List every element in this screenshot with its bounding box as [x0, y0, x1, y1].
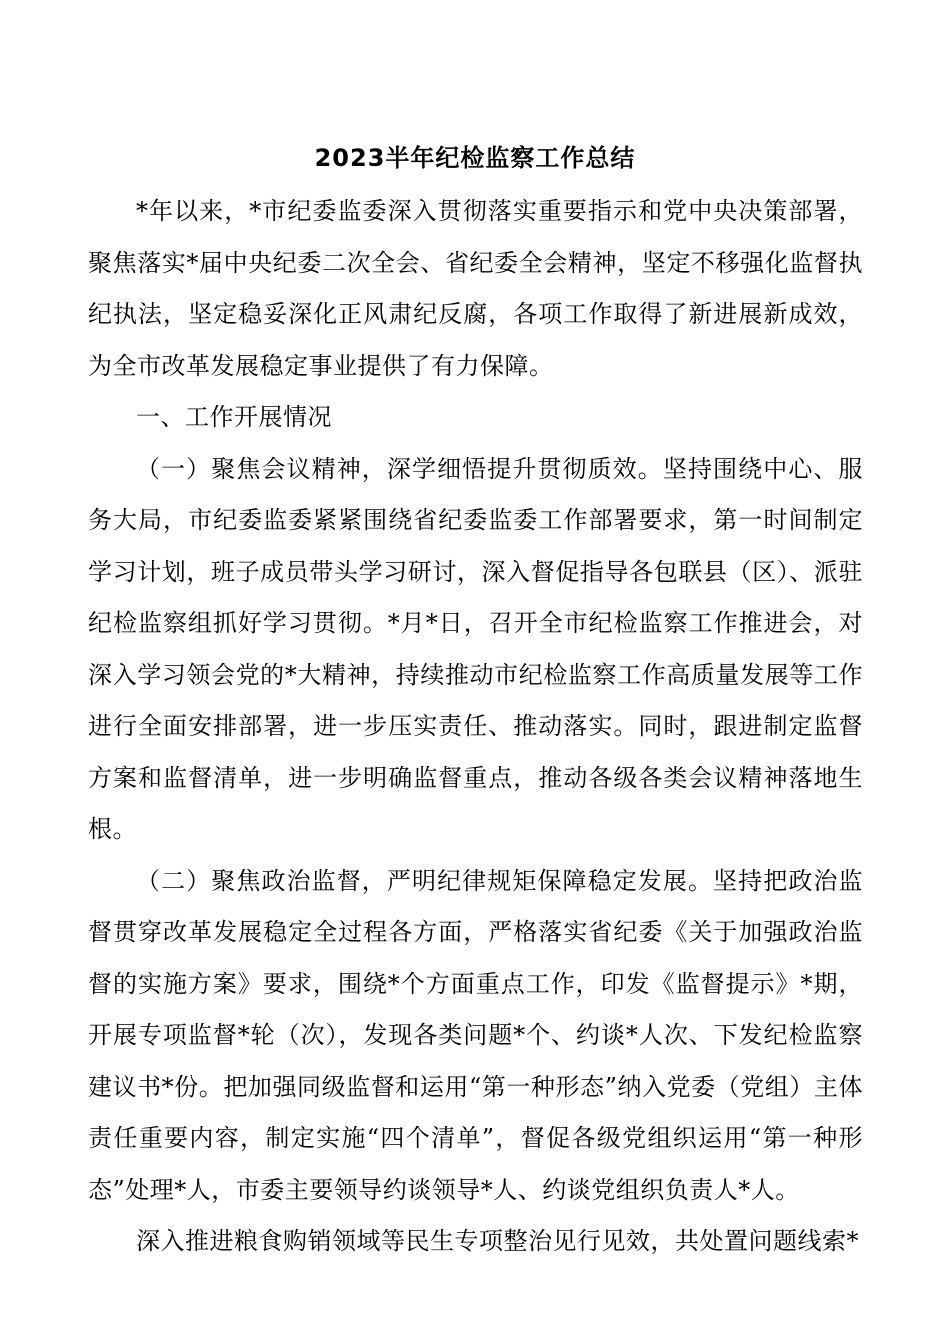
intro-paragraph: *年以来，*市纪委监委深入贯彻落实重要指示和党中央决策部署，聚焦落实*届中央纪委二次全会、省纪委全会精神，坚定不移强化监督执纪执法，坚定稳妥深化正风肃纪反腐，各项工作取得了新进展新成效，为全市改革发展稳定事业提供了有力保障。	[88, 197, 863, 380]
paragraph-meeting-spirit: （一）聚焦会议精神，深学细悟提升贯彻质效。坚持围绕中心、服务大局，市纪委监委紧紧围绕省纪委监委工作部署要求，第一时间制定学习计划，班子成员带头学习研讨，深入督促指导各包联县（区）、派驻纪检监察组抓好学习贯彻。*月*日，召开全市纪检监察工作推进会，对深入学习领会党的*大精神，持续推动市纪检监察工作高质量发展等工作进行全面安排部署，进一步压实责任、推动落实。同时，跟进制定监督方案和监督清单，进一步明确监督重点，推动各级各类会议精神落地生根。	[88, 454, 863, 843]
paragraph-political-supervision: （二）聚焦政治监督，严明纪律规矩保障稳定发展。坚持把政治监督贯穿改革发展稳定全过程各方面，严格落实省纪委《关于加强政治监督的实施方案》要求，围绕*个方面重点工作，印发《监督提示》*期，开展专项监督*轮（次），发现各类问题*个、约谈*人次、下发纪检监察建议书*份。把加强同级监督和运用“第一种形态”纳入党委（党组）主体责任重要内容，制定实施“四个清单”，督促各级党组织运用“第一种形态”处理*人，市委主要领导约谈领导*人、约谈党组织负责人*人。	[88, 866, 863, 1204]
paragraph-special-rectification: 深入推进粮食购销领域等民生专项整治见行见效，共处置问题线索*	[136, 1227, 859, 1255]
document-body	[88, 186, 863, 1268]
section-heading: 一、工作开展情况	[136, 403, 332, 431]
document-title: 2023半年纪检监察工作总结	[314, 144, 636, 172]
